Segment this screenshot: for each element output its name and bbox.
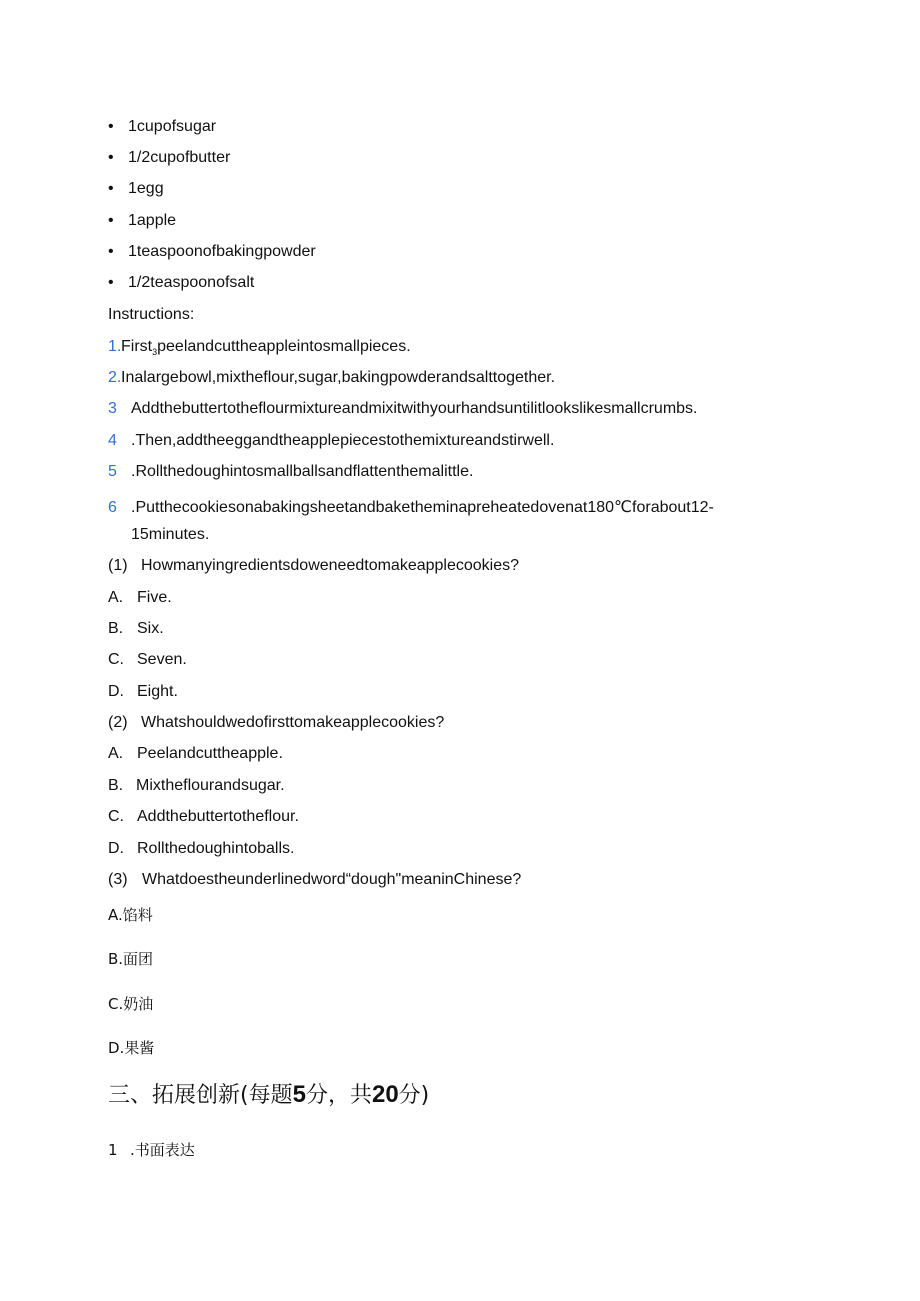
step-number: 6 (108, 499, 117, 516)
section-heading-part: 三、拓展创新(每题 (108, 1083, 293, 1108)
step-text-part: First (121, 338, 153, 355)
option-label: B. (108, 620, 124, 637)
step-subscript: 3 (152, 347, 158, 358)
sub-item-text: .书面表达 (130, 1141, 195, 1159)
ingredient-item: 1/2cupofbutter (128, 149, 231, 166)
option-text[interactable]: Addthebuttertotheflour. (137, 808, 299, 825)
question-text: Howmanyingredientsdoweneedtomakeapplecookies? (141, 557, 520, 574)
question-text: Whatdoestheunderlinedword“dough"meaninChinese? (142, 871, 522, 888)
ingredient-item: 1apple (128, 212, 177, 229)
section-heading (108, 1080, 429, 1111)
option-label: A. (108, 589, 124, 606)
step-text (121, 337, 411, 362)
step-number: 1. (108, 338, 122, 355)
option-label: D. (108, 683, 124, 700)
bullet-icon: • (108, 274, 114, 291)
instructions-label: Instructions: (108, 306, 195, 323)
option-text[interactable]: A.馅料 (108, 906, 153, 924)
ingredient-item: 1egg (128, 180, 164, 197)
option-text[interactable]: Mixtheflourandsugar. (136, 777, 285, 794)
option-label: A. (108, 745, 124, 762)
step-number: 3 (108, 400, 117, 417)
option-text[interactable]: D.果酱 (108, 1039, 155, 1057)
step-text-continued: 15minutes. (131, 526, 210, 543)
option-text[interactable]: Peelandcuttheapple. (137, 745, 283, 762)
step-text-part: peelandcuttheappleintosmallpieces. (157, 338, 411, 355)
option-label: B. (108, 777, 124, 794)
option-text[interactable]: C.奶油 (108, 995, 154, 1013)
option-label: D. (108, 840, 124, 857)
option-text[interactable]: Seven. (137, 651, 187, 668)
option-label: C. (108, 808, 124, 825)
question-number: (3) (108, 871, 128, 888)
question-number: (1) (108, 557, 128, 574)
step-number: 2. (108, 369, 122, 386)
ingredient-item: 1/2teaspoonofsalt (128, 274, 255, 291)
option-text[interactable]: Five. (137, 589, 172, 606)
option-text[interactable]: Eight. (137, 683, 178, 700)
option-label: C. (108, 651, 124, 668)
ingredient-item: 1cupofsugar (128, 118, 217, 135)
step-number: 4 (108, 432, 117, 449)
step-number: 5 (108, 463, 117, 480)
question-text: Whatshouldwedofirsttomakeapplecookies? (141, 714, 445, 731)
section-points: 5 (292, 1081, 306, 1108)
option-text[interactable]: Six. (137, 620, 164, 637)
section-total: 20 (371, 1081, 399, 1108)
bullet-icon: • (108, 212, 114, 229)
bullet-icon: • (108, 149, 114, 166)
bullet-icon: • (108, 118, 114, 135)
ingredient-item: 1teaspoonofbakingpowder (128, 243, 316, 260)
step-text: .Then,addtheeggandtheapplepiecestothemixtureandstirwell. (131, 432, 555, 449)
section-heading-part: 分，共 (305, 1083, 372, 1108)
bullet-icon: • (108, 243, 114, 260)
question-number: (2) (108, 714, 128, 731)
step-text: Inalargebowl,mixtheflour,sugar,bakingpowderandsalttogether. (121, 369, 556, 386)
sub-item-number: 1 (108, 1141, 118, 1159)
step-text: .Putthecookiesonabakingsheetandbaketheminapreheatedovenat180℃forabout12- (131, 499, 714, 516)
section-heading-part: 分) (398, 1083, 430, 1108)
step-text: .Rollthedoughintosmallballsandflattenthemalittle. (131, 463, 474, 480)
option-text[interactable]: B.面团 (108, 950, 154, 968)
option-text[interactable]: Rollthedoughintoballs. (137, 840, 295, 857)
step-text: Addthebuttertotheflourmixtureandmixitwithyourhandsuntilitlookslikesmallcrumbs. (131, 400, 698, 417)
bullet-icon: • (108, 180, 114, 197)
